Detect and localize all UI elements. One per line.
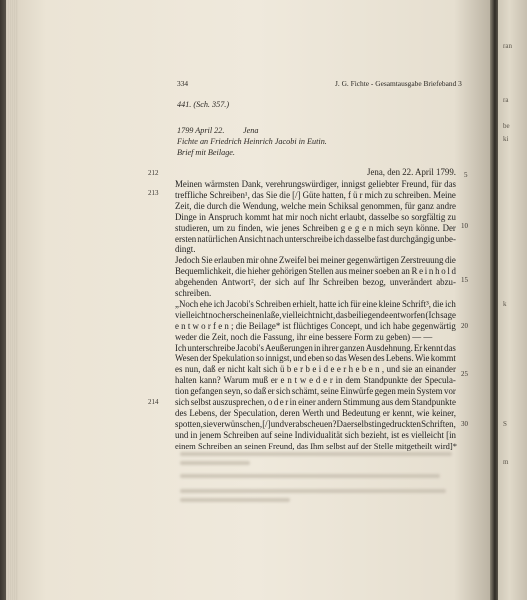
body-line: es nun, daß er nicht kalt sich ü b e r b e i d e e r h e b e n , und sie an einander xyxy=(175,364,456,375)
body-line: Meinen wärmsten Dank, verehrungswürdiger, innigst geliebter Freund, für das xyxy=(175,179,456,189)
body-line: Jedoch Sie erlauben mir ohne Zweifel bei meiner gegenwärtigen Zerstreuung die xyxy=(175,255,456,266)
body-line: ersten natürlichen Ansicht nach unterschreibe ich dasselbe fast durchgängig unbe- xyxy=(175,233,456,244)
body-line: einem Schreiben an seinen Freund, das Ihm selbst auf der Stelle mitgetheilt wird]* xyxy=(175,440,457,451)
body-line: halten kann? Warum muß er e n t w e d e r in dem Standpunkte der Specula- xyxy=(175,375,456,386)
line-number: 10 xyxy=(461,222,468,230)
letter-number: 441. (Sch. 357.) xyxy=(177,100,230,109)
body-line: des Lebens, der Speculation, deren Werth und Bedeutung er kennt, wie keiner, xyxy=(175,407,456,418)
running-title: J. G. Fichte - Gesamtausgabe Briefeband 3 xyxy=(335,79,462,88)
body-line: studieren, um zu finden, wie jenes Schreiben g e g e n mich seyn könne. Der xyxy=(175,222,456,233)
body-line: vielleicht noch erscheinen laße, vielleicht nicht, das beiliegende entworfen (Ich sage xyxy=(175,309,456,320)
letter-date: 1799 April 22. xyxy=(177,126,225,135)
body-line: Dinge in Anspruch kommt hat mir noch nicht erlaubt, dasselbe so sorgfältig zu xyxy=(175,211,456,222)
line-number: 15 xyxy=(461,276,468,284)
line-number: 25 xyxy=(461,370,468,378)
body-line: Wesen der Spekulation so innigst, und eben so das Wesen des Lebens. Wie kommt xyxy=(175,353,456,364)
body-line: „Noch ehe ich Jacobi's Schreiben erhielt, hatte ich für eine kleine Schrift³, die ich xyxy=(175,298,456,309)
body-line: Bequemlichkeit, die hieher gehörigen Stellen aus meiner soeben an R e i n h o l d xyxy=(175,266,456,277)
body-line: schreiben. xyxy=(175,288,212,298)
letter-place: Jena xyxy=(243,126,259,135)
page-number: 334 xyxy=(177,79,189,88)
body-line: sich selbst auszusprechen, o d e r in einer andern Stimmung aus dem Standpunkte xyxy=(175,397,456,407)
body-line: Zeit, die durch die Wendung, welche mein Schiksal genommen, für ganz andre xyxy=(175,200,456,211)
body-line: e n t w o r f e n ; die Beilage* ist flüchtiges Concept, und ich habe gegenwärtig xyxy=(175,320,456,331)
margin-number: 212 xyxy=(148,169,159,177)
body-line: tion gefangen seyn, so daß er sich schämt, seine Einwürfe gegen mein System vor xyxy=(175,386,456,397)
book-gutter xyxy=(490,0,498,600)
line-number: 30 xyxy=(461,420,468,428)
line-number: 5 xyxy=(464,171,468,179)
body-line: weder die Zeit, noch die Fassung, ihr eine bessere Form zu geben) — — xyxy=(175,331,433,342)
letter-enclosure: Brief mit Beilage. xyxy=(177,148,235,157)
body-line: und in jenem Schreiben auf seine Individualität sich bezieht, ist es vielleicht [in xyxy=(175,429,456,440)
body-line: abgehenden Antwort², der sich auf Ihr Schreiben bezog, unverändert abzu- xyxy=(175,277,456,288)
margin-number: 214 xyxy=(148,398,159,406)
letter-recipient: Fichte an Friedrich Heinrich Jacobi in Eutin. xyxy=(177,137,327,146)
book-photo: 334 J. G. Fichte - Gesamtausgabe Briefeband 3 441. (Sch. 357.) 1799 April 22. Jena Fichte an Friedrich Heinrich Jacobi in Eutin. Brief mit Beilage. Jena, den 22. April 1799. Meinen wärmsten Dank, verehrungswürdiger, innigst geliebter Freund, für das treffliche Schreiben¹, das Sie die [/] Güte hatten, f ü r mich zu schreiben. Meine Zeit, die durch die Wendung, welche mein Schiksal genommen, für ganz andre Dinge in Anspruch kommt hat mir noch nicht erlaubt, dasselbe so sorgfältig zu studieren, um zu finden, wie jenes Schreiben g e g e n mich seyn könne. Der ersten natürlichen Ansicht nach unterschreibe ich dasselbe fast durchgängig unbe- dingt. Jedoch Sie erlauben mir ohne Zweifel bei meiner gegenwärtigen Zerstreuung die Bequemlichkeit, die hieher gehörigen Stellen aus meiner soeben an R e i n h o l d abgehenden Antwort², der sich auf Ihr Schreiben bezog, unverändert abzu- schreiben. „Noch ehe ich Jacobi's Schreiben erhielt, hatte ich für eine kleine Schrift³, die ich vielleicht noch erscheinen laße, vielleicht nicht, das beiliegende entworfen (Ich sage e n t w o r f e n ; die Beilage* ist flüchtiges Concept, und ich habe gegenwärtig weder die Zeit, noch die Fassung, ihr eine bessere Form zu geben) — — Ich unterschreibe Jacobi's Aeußerungen in ihrer ganzen Ausdehnung. Er kennt das Wesen der Spekulation so innigst, und eben so das Wesen des Lebens. Wie kommt es nun, daß er nicht kalt sich ü b e r b e i d e e r h e b e n , und sie an einander halten kann? Warum muß er e n t w e d e r in dem Standpunkte der Specula- tion gefangen seyn, so daß er sich schämt, seine Einwürfe gegen mein System vor sich selbst auszusprechen, o d e r in einer andern Stimmung aus dem Standpunkte des Lebens, der Speculation, deren Werth und Bedeutung er kennt, wie keiner, spotten, sie verwünschen, [/] und verabscheuen? Da er selbst in gedruckten Schriften, und in jenem Schreiben auf seine Individualität sich bezieht, ist es vielleicht [in einem Schreiben an seinen Freund, das Ihm selbst auf der Stelle mitgetheilt wird]* 212 213 214 5 10 15 20 25 30 ran ra be ki k S m xyxy=(0,0,527,600)
page-stack-edge xyxy=(6,0,18,600)
margin-number: 213 xyxy=(148,189,159,197)
dateline: Jena, den 22. April 1799. xyxy=(367,167,456,177)
body-line: Ich unterschreibe Jacobi's Aeußerungen in ihrer ganzen Ausdehnung. Er kennt das xyxy=(175,342,456,353)
line-number: 20 xyxy=(461,322,468,330)
body-line: treffliche Schreiben¹, das Sie die [/] Güte hatten, f ü r mich zu schreiben. Meine xyxy=(175,189,456,200)
body-line: spotten, sie verwünschen, [/] und verabscheuen? Da er selbst in gedruckten Schriften, xyxy=(175,418,456,429)
body-line: dingt. xyxy=(175,244,196,255)
